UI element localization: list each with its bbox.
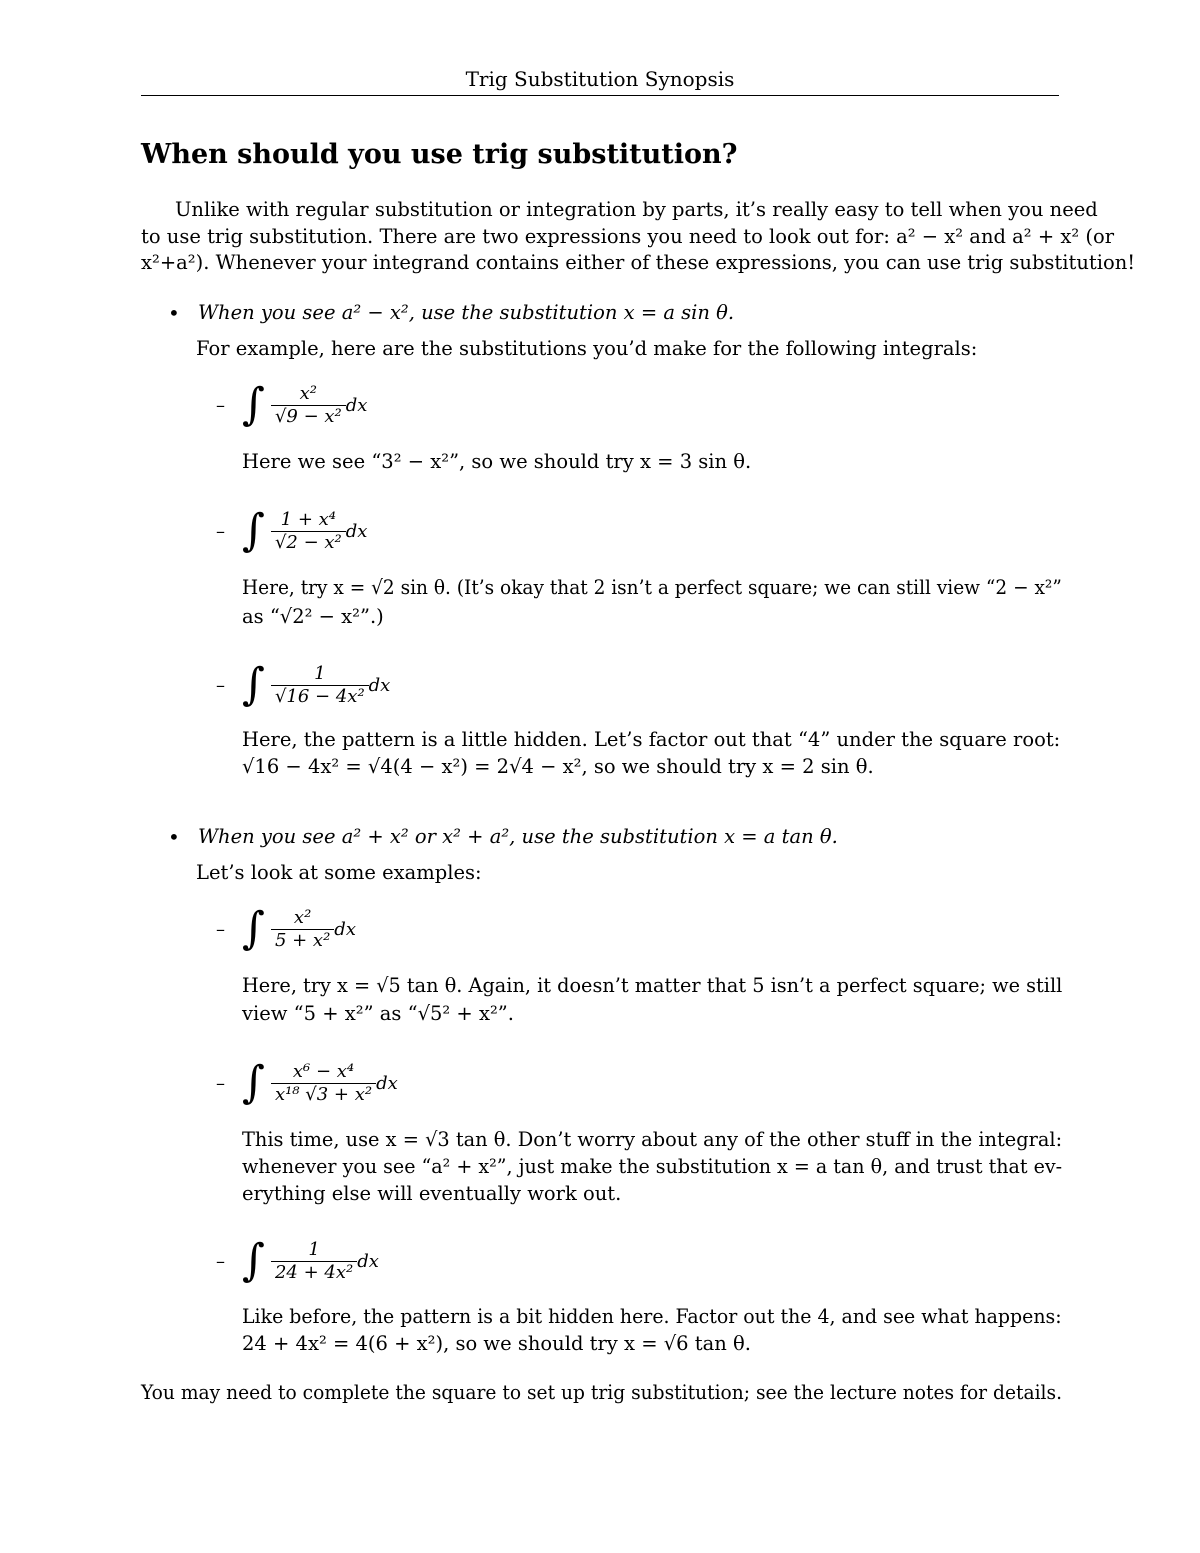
sine-example-2-note-line-2: as “√2² − x²”.) xyxy=(242,605,384,628)
sine-example-3 xyxy=(216,654,390,716)
bullet-marker: • xyxy=(168,301,180,325)
intro-line-2: to use trig substitution. There are two expressions you need to look out for: a² − x² and a² + x² (or xyxy=(141,225,1115,248)
tan-lead: Let’s look at some examples: xyxy=(196,861,482,884)
tan-example-1-note-line-1: Here, try x = √5 tan θ. Again, it doesn’t matter that 5 isn’t a perfect square; we still xyxy=(242,974,1063,997)
tan-example-2-note-line-2: whenever you see “a² + x²”, just make the substitution x = a tan θ, and trust that ev- xyxy=(242,1155,1063,1178)
denominator: √2 − x² xyxy=(271,531,346,554)
sine-example-1 xyxy=(216,374,367,436)
differential: dx xyxy=(345,520,368,542)
differential: dx xyxy=(334,918,356,940)
tan-example-2 xyxy=(216,1052,398,1114)
section-heading: When should you use trig substitution? xyxy=(141,139,738,170)
denominator: 24 + 4x² xyxy=(271,1261,357,1284)
integral-sign: ∫ xyxy=(242,1235,265,1286)
integral-sign: ∫ xyxy=(242,379,265,430)
tan-example-3 xyxy=(216,1230,379,1292)
tan-example-2-note-line-3: erything else will eventually work out. xyxy=(242,1182,622,1205)
denominator: x¹⁸ √3 + x² xyxy=(271,1083,376,1106)
list-dash: – xyxy=(216,1250,225,1272)
sine-example-2-note-line-1: Here, try x = √2 sin θ. (It’s okay that 2 isn’t a perfect square; we can still view “2 − x²” xyxy=(242,576,1062,599)
bullet-marker: • xyxy=(168,825,180,849)
integral-sign: ∫ xyxy=(242,505,265,556)
denominator: √16 − 4x² xyxy=(271,685,369,708)
denominator: 5 + x² xyxy=(271,929,334,952)
closing-remark: You may need to complete the square to set up trig substitution; see the lecture notes for details. xyxy=(141,1381,1063,1404)
fraction xyxy=(271,509,346,554)
intro-line-3: x²+a²). Whenever your integrand contains either of these expressions, you can use trig substitution! xyxy=(141,251,1136,274)
numerator: x² xyxy=(293,906,312,928)
sine-rule: When you see a² − x², use the substitution x = a sin θ. xyxy=(198,301,735,324)
differential: dx xyxy=(376,1072,398,1094)
integral-sign: ∫ xyxy=(242,903,265,954)
differential: dx xyxy=(368,674,391,696)
differential: dx xyxy=(345,394,368,416)
numerator: x⁶ − x⁴ xyxy=(292,1060,355,1082)
sine-example-1-note: Here we see “3² − x²”, so we should try x = 3 sin θ. xyxy=(242,450,752,473)
sine-example-3-note-line-2: √16 − 4x² = √4(4 − x²) = 2√4 − x², so we should try x = 2 sin θ. xyxy=(242,755,874,778)
list-dash: – xyxy=(216,918,225,940)
numerator: 1 + x⁴ xyxy=(280,508,337,530)
fraction xyxy=(271,907,334,952)
list-dash: – xyxy=(216,674,225,696)
integral-sign: ∫ xyxy=(242,1057,265,1108)
header-rule xyxy=(141,95,1059,96)
list-dash: – xyxy=(216,394,225,416)
numerator: 1 xyxy=(308,1238,320,1260)
tan-example-3-note-line-1: Like before, the pattern is a bit hidden here. Factor out the 4, and see what happens: xyxy=(242,1305,1062,1328)
integral-sign: ∫ xyxy=(242,659,265,710)
fraction xyxy=(271,1061,376,1106)
sine-example-3-note-line-1: Here, the pattern is a little hidden. Let’s factor out that “4” under the square root: xyxy=(242,728,1061,751)
fraction xyxy=(271,1239,357,1284)
tan-rule: When you see a² + x² or x² + a², use the substitution x = a tan θ. xyxy=(198,825,838,848)
tan-example-1-note-line-2: view “5 + x²” as “√5² + x²”. xyxy=(242,1002,514,1025)
tan-example-2-note-line-1: This time, use x = √3 tan θ. Don’t worry about any of the other stuff in the integral: xyxy=(242,1128,1063,1151)
sine-example-2 xyxy=(216,500,367,562)
intro-line-1: Unlike with regular substitution or integration by parts, it’s really easy to tell when you need xyxy=(175,198,1098,221)
list-dash: – xyxy=(216,520,225,542)
fraction xyxy=(271,663,369,708)
denominator: √9 − x² xyxy=(271,405,346,428)
differential: dx xyxy=(357,1250,379,1272)
tan-example-3-note-line-2: 24 + 4x² = 4(6 + x²), so we should try x = √6 tan θ. xyxy=(242,1332,751,1355)
numerator: x² xyxy=(299,382,318,404)
list-dash: – xyxy=(216,1072,225,1094)
tan-example-1 xyxy=(216,898,356,960)
running-header: Trig Substitution Synopsis xyxy=(465,67,735,91)
fraction xyxy=(271,383,346,428)
numerator: 1 xyxy=(314,662,326,684)
sine-lead: For example, here are the substitutions you’d make for the following integrals: xyxy=(196,337,978,360)
